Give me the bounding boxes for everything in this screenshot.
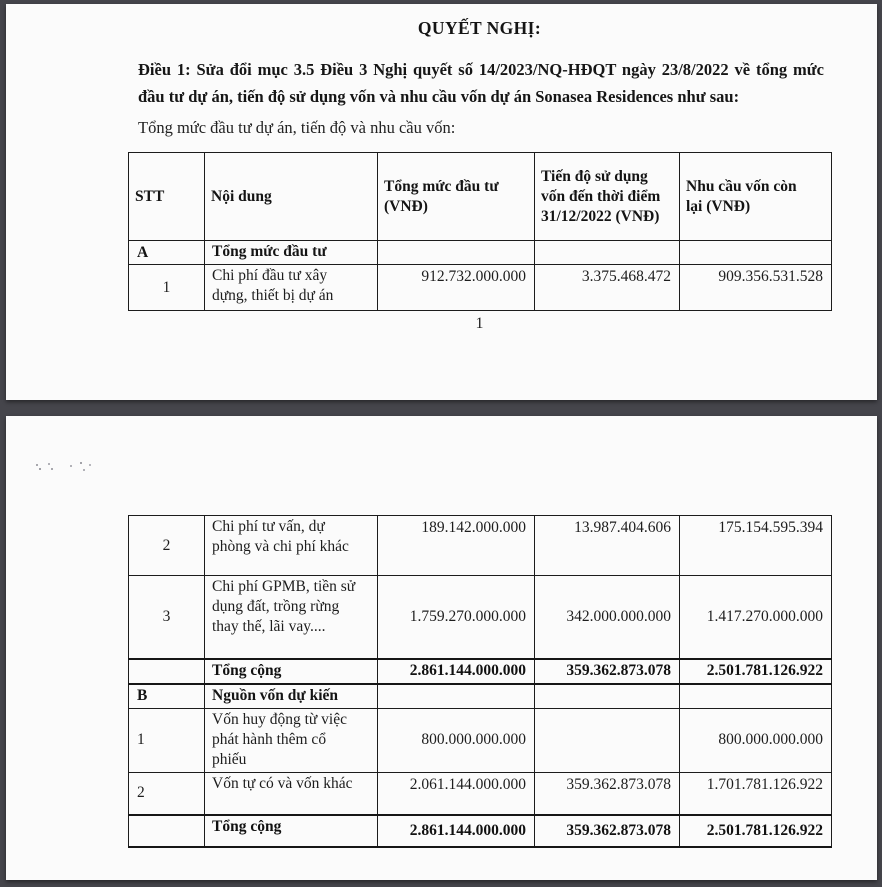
table-row-a2 — [129, 516, 832, 576]
table-row-section-a — [129, 241, 832, 265]
page-number: 1 — [475, 315, 484, 332]
content-cell: Vốn tự có và vốn khác — [205, 772, 378, 815]
table-row-total-a — [129, 659, 832, 684]
stt-cell — [129, 659, 205, 684]
table-row-total-b — [129, 815, 832, 847]
amount-cell — [535, 241, 680, 265]
amount-cell: 342.000.000.000 — [535, 576, 680, 659]
amount-cell: 175.154.595.394 — [680, 516, 832, 576]
amount-cell: 1.701.781.126.922 — [680, 772, 832, 815]
stt-cell: 1 — [129, 265, 205, 311]
article-1-heading: Điều 1: Sửa đổi mục 3.5 Điều 3 Nghị quyết số 14/2023/NQ-HĐQT ngày 23/8/2022 về tổng mức đầu tư dự án, tiến độ sử dụng vốn và nhu cầu vốn dự án Sonasea Residences như sau: — [138, 60, 824, 106]
content-cell: Tổng cộng — [205, 659, 378, 684]
amount-cell: 2.861.144.000.000 — [378, 659, 535, 684]
scan-artifact — [36, 458, 96, 476]
header-used: Tiến độ sử dụng vốn đến thời điểm 31/12/2022 (VNĐ) — [535, 153, 680, 241]
content-cell: Tổng mức đầu tư — [205, 241, 378, 265]
amount-cell: 912.732.000.000 — [378, 265, 535, 311]
header-content: Nội dung — [205, 153, 378, 241]
amount-cell: 359.362.873.078 — [535, 772, 680, 815]
content-cell: Chi phí GPMB, tiền sử dụng đất, trồng rừng thay thế, lãi vay.... — [205, 576, 378, 659]
stt-cell: 1 — [129, 708, 205, 772]
amount-cell: 359.362.873.078 — [535, 659, 680, 684]
page-1 — [6, 4, 877, 400]
page-2 — [6, 416, 877, 880]
table-header-row — [129, 153, 832, 241]
amount-cell: 1.417.270.000.000 — [680, 576, 832, 659]
table-row-a3 — [129, 576, 832, 659]
content-cell: Chi phí đầu tư xây dựng, thiết bị dự án — [205, 265, 378, 311]
amount-cell: 3.375.468.472 — [535, 265, 680, 311]
stt-cell: A — [129, 241, 205, 265]
amount-cell — [378, 684, 535, 709]
content-cell: Tổng cộng — [205, 815, 378, 847]
stt-cell — [129, 815, 205, 847]
stt-cell: 2 — [129, 772, 205, 815]
intro-text: Tổng mức đầu tư dự án, tiến độ và nhu cầu vốn: — [138, 118, 456, 137]
amount-cell: 800.000.000.000 — [680, 708, 832, 772]
amount-cell: 189.142.000.000 — [378, 516, 535, 576]
document-title: QUYẾT NGHỊ: — [417, 18, 542, 38]
header-remaining: Nhu cầu vốn còn lại (VNĐ) — [680, 153, 832, 241]
amount-cell — [535, 684, 680, 709]
stt-cell: B — [129, 684, 205, 709]
amount-cell — [680, 684, 832, 709]
content-cell: Vốn huy động từ việc phát hành thêm cổ phiếu — [205, 708, 378, 772]
amount-cell: 2.061.144.000.000 — [378, 772, 535, 815]
investment-table-page2 — [128, 515, 832, 848]
investment-table-page1 — [128, 152, 832, 311]
content-cell: Nguồn vốn dự kiến — [205, 684, 378, 709]
amount-cell: 2.501.781.126.922 — [680, 815, 832, 847]
table-row-b2 — [129, 772, 832, 815]
table-row-section-b — [129, 684, 832, 709]
amount-cell: 909.356.531.528 — [680, 265, 832, 311]
amount-cell: 1.759.270.000.000 — [378, 576, 535, 659]
amount-cell: 13.987.404.606 — [535, 516, 680, 576]
amount-cell: 2.501.781.126.922 — [680, 659, 832, 684]
table-row-a1 — [129, 265, 832, 311]
amount-cell: 800.000.000.000 — [378, 708, 535, 772]
header-stt: STT — [129, 153, 205, 241]
amount-cell: 2.861.144.000.000 — [378, 815, 535, 847]
content-cell: Chi phí tư vấn, dự phòng và chi phí khác — [205, 516, 378, 576]
header-total: Tổng mức đầu tư (VNĐ) — [378, 153, 535, 241]
stt-cell: 3 — [129, 576, 205, 659]
amount-cell — [680, 241, 832, 265]
amount-cell: 359.362.873.078 — [535, 815, 680, 847]
amount-cell — [535, 708, 680, 772]
amount-cell — [378, 241, 535, 265]
stt-cell: 2 — [129, 516, 205, 576]
table-row-b1 — [129, 708, 832, 772]
